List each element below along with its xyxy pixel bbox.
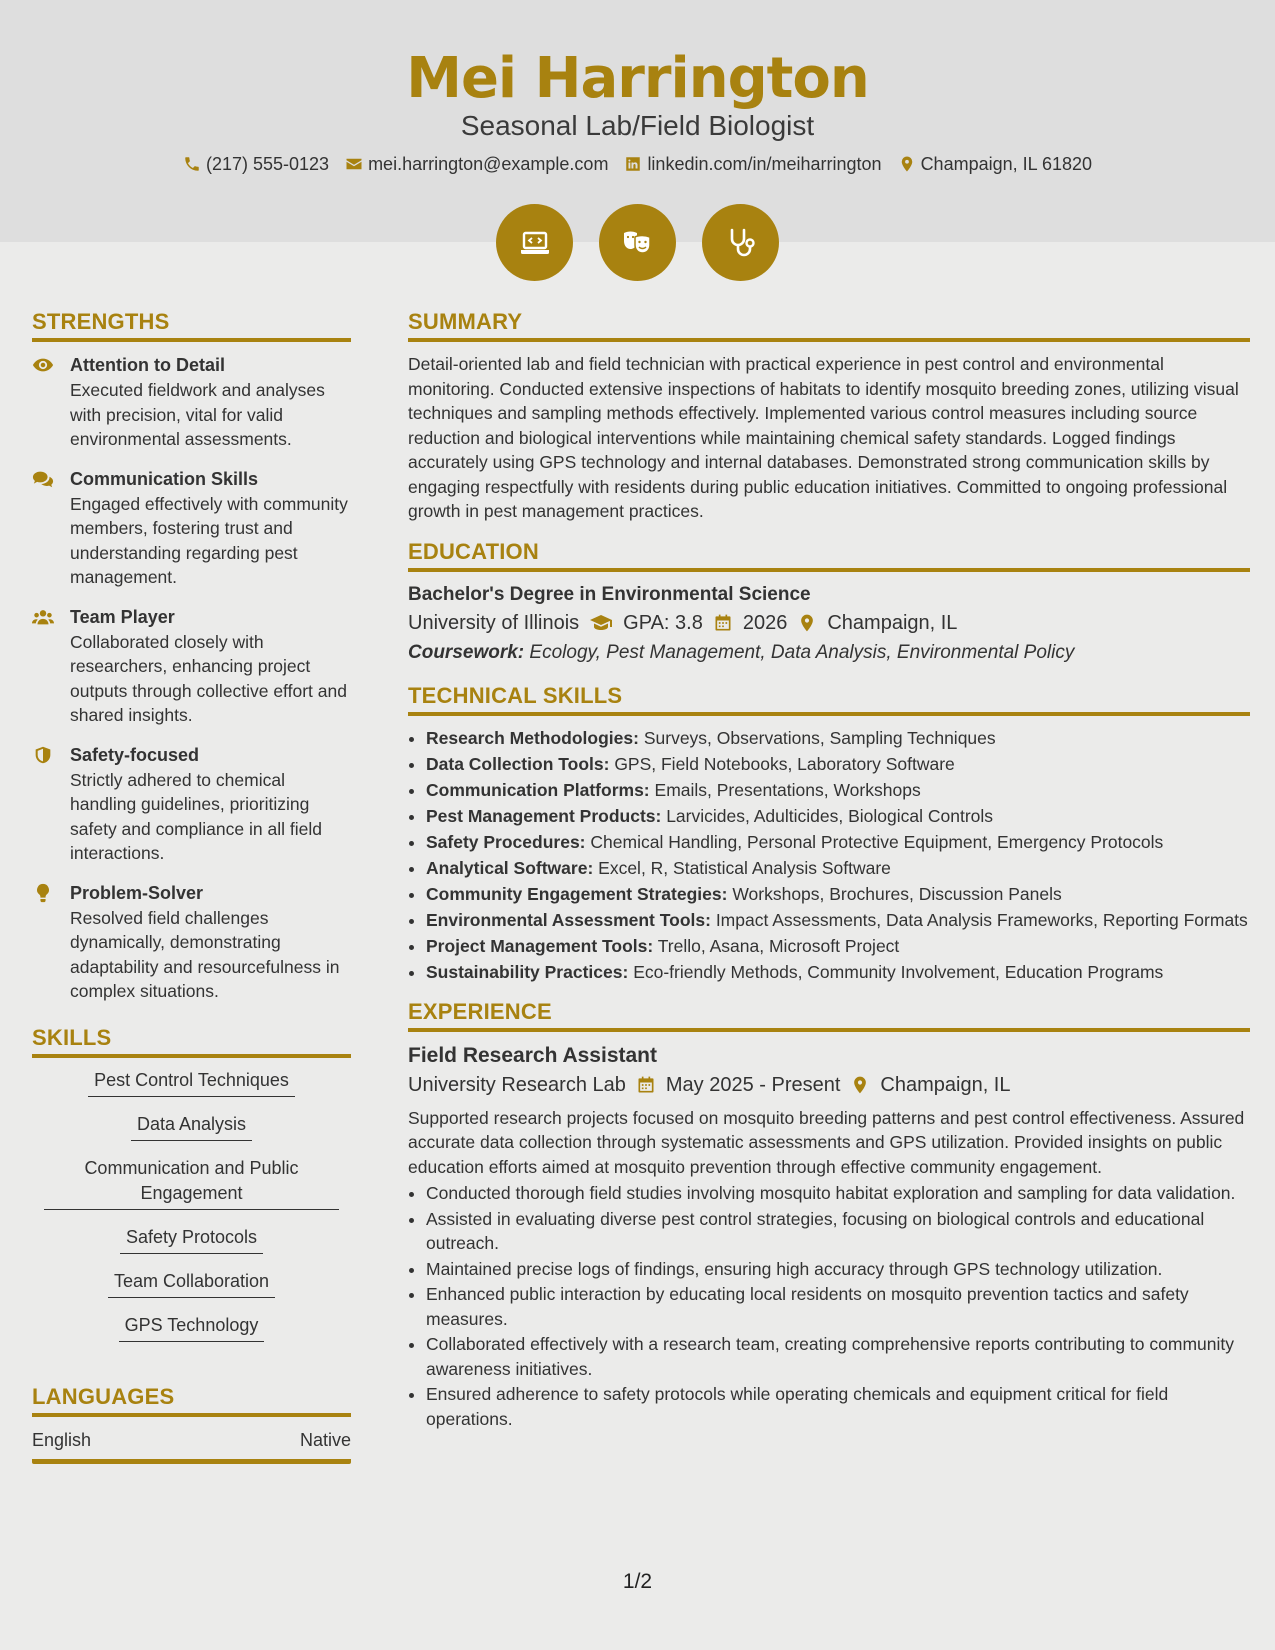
tech-skill-value: Excel, R, Statistical Analysis Software xyxy=(598,857,891,878)
users-icon xyxy=(32,607,54,627)
strength-desc: Resolved field challenges dynamically, demonstrating adaptability and resourcefulness in complex situations. xyxy=(70,907,340,1001)
contact-linkedin[interactable] xyxy=(624,154,881,175)
list-item xyxy=(426,778,1250,802)
education-meta xyxy=(408,608,1250,638)
list-item: • Conducted thorough field studies involving mosquito habitat exploration and sampling for data validation. xyxy=(426,1181,1250,1206)
strengths-heading: STRENGTHS xyxy=(32,308,351,342)
list-item: • Ensured adherence to safety protocols while operating chemicals and equipment critical for field operations. xyxy=(426,1382,1250,1431)
strength-item xyxy=(32,742,351,866)
job-meta xyxy=(408,1070,1250,1100)
list-item: • Collaborated effectively with a research team, creating comprehensive reports contributing to community awareness initiatives. xyxy=(426,1332,1250,1381)
tech-skill-label: Safety Procedures: xyxy=(426,831,586,852)
tech-skill-value: Chemical Handling, Personal Protective Equipment, Emergency Protocols xyxy=(590,831,1164,852)
tech-skill-value: Eco-friendly Methods, Community Involvement, Education Programs xyxy=(633,961,1164,982)
strength-desc: Collaborated closely with researchers, enhancing project outputs through collective effort and shared insights. xyxy=(70,631,347,725)
right-column xyxy=(408,308,1250,1432)
list-item xyxy=(426,882,1250,906)
degree-title: Bachelor's Degree in Environmental Science xyxy=(408,583,811,605)
interest-badges xyxy=(0,204,1275,280)
skill-tag: Data Analysis xyxy=(131,1112,252,1141)
comments-icon xyxy=(32,469,54,489)
location-pin-icon xyxy=(898,155,916,173)
list-item: • Maintained precise logs of findings, ensuring high accuracy through GPS technology utilization. xyxy=(426,1257,1250,1282)
strength-title: Communication Skills xyxy=(70,468,259,489)
coursework xyxy=(408,638,1250,668)
skill-tag: Team Collaboration xyxy=(108,1269,275,1298)
phone-icon xyxy=(183,155,201,173)
language-name: English xyxy=(32,1429,92,1450)
skill-tag: GPS Technology xyxy=(119,1313,265,1342)
tech-skill-value: Workshops, Brochures, Discussion Panels xyxy=(732,883,1062,904)
job-dates: May 2025 - Present xyxy=(665,1073,841,1096)
job-bullets xyxy=(408,1181,1250,1431)
tech-skill-value: Surveys, Observations, Sampling Techniques xyxy=(643,727,996,748)
tech-skill-value: Emails, Presentations, Workshops xyxy=(654,779,921,800)
tech-skill-label: Research Methodologies: xyxy=(426,727,639,748)
languages-heading: LANGUAGES xyxy=(32,1383,351,1417)
list-item: • Enhanced public interaction by educating local residents on mosquito prevention tactics and safety measures. xyxy=(426,1282,1250,1331)
list-item: • Assisted in evaluating diverse pest control strategies, focusing on biological controls and educational outreach. xyxy=(426,1207,1250,1256)
candidate-role: Seasonal Lab/Field Biologist xyxy=(460,110,815,141)
graduation-cap-icon xyxy=(589,611,613,635)
job-description: Supported research projects focused on mosquito breeding patterns and pest control effectiveness. Assured accurate data collection through systematic assessments and GPS utilization. Provided insights on public education efforts aimed at mosquito prevention through effective community engagement. xyxy=(408,1107,1245,1177)
graduation-year: 2026 xyxy=(742,611,788,634)
list-item xyxy=(426,856,1250,880)
tech-skill-label: Data Collection Tools: xyxy=(426,753,610,774)
linkedin-icon xyxy=(624,155,642,173)
skill-tag: Pest Control Techniques xyxy=(88,1068,295,1097)
strength-item xyxy=(32,880,351,1004)
lightbulb-icon xyxy=(32,883,54,903)
contact-email[interactable] xyxy=(345,154,608,175)
education-heading: EDUCATION xyxy=(408,538,1250,572)
page-number: 1/2 xyxy=(622,1570,653,1593)
strength-item xyxy=(32,604,351,728)
strength-desc: Executed fieldwork and analyses with precision, vital for valid environmental assessments. xyxy=(70,380,325,449)
education-location: Champaign, IL xyxy=(827,611,958,634)
badge-stethoscope xyxy=(702,204,779,281)
language-row xyxy=(32,1427,351,1464)
envelope-icon xyxy=(345,155,363,173)
coursework-label: Coursework: xyxy=(408,641,525,663)
strength-title: Attention to Detail xyxy=(70,355,225,375)
laptop-code-icon xyxy=(517,225,553,261)
experience-heading: EXPERIENCE xyxy=(408,998,1250,1032)
contact-linkedin-text: linkedin.com/in/meiharrington xyxy=(647,153,882,174)
contact-email-text: mei.harrington@example.com xyxy=(368,153,609,174)
contact-row xyxy=(0,151,1275,177)
tech-skill-value: Larvicides, Adulticides, Biological Controls xyxy=(666,805,994,826)
tech-skill-label: Analytical Software: xyxy=(426,857,594,878)
skill-tag: Communication and Public Engagement xyxy=(44,1156,339,1210)
list-item xyxy=(426,752,1250,776)
coursework-list: Ecology, Pest Management, Data Analysis, Environmental Policy xyxy=(529,641,1075,663)
strength-title: Problem-Solver xyxy=(70,882,204,903)
tech-skill-label: Pest Management Products: xyxy=(426,805,662,826)
badge-masks xyxy=(599,204,676,281)
skills-heading: SKILLS xyxy=(32,1024,351,1058)
summary-heading: SUMMARY xyxy=(408,308,1250,342)
candidate-name: Mei Harrington xyxy=(406,46,869,111)
tech-skill-label: Community Engagement Strategies: xyxy=(426,883,728,904)
skills-list xyxy=(32,1068,351,1357)
list-item xyxy=(426,908,1250,932)
strength-title: Safety-focused xyxy=(70,744,200,765)
strength-title: Team Player xyxy=(70,606,175,627)
job-location: Champaign, IL xyxy=(880,1073,1011,1096)
list-item xyxy=(426,804,1250,828)
list-item xyxy=(426,830,1250,854)
list-item xyxy=(426,934,1250,958)
strength-item xyxy=(32,352,351,452)
contact-phone[interactable] xyxy=(183,154,329,175)
tech-skill-label: Communication Platforms: xyxy=(426,779,650,800)
shield-icon xyxy=(32,745,54,765)
job-org: University Research Lab xyxy=(408,1073,626,1096)
theater-masks-icon xyxy=(620,225,656,261)
location-pin-icon xyxy=(797,613,817,633)
gpa: GPA: 3.8 xyxy=(623,611,703,634)
list-item xyxy=(426,960,1250,984)
eye-icon xyxy=(32,355,54,375)
stethoscope-icon xyxy=(723,225,759,261)
skill-tag: Safety Protocols xyxy=(120,1225,263,1254)
tech-skill-value: GPS, Field Notebooks, Laboratory Software xyxy=(614,753,955,774)
calendar-icon xyxy=(713,613,733,633)
tech-skill-label: Environmental Assessment Tools: xyxy=(426,909,711,930)
contact-location xyxy=(898,154,1092,175)
technical-skills-heading: TECHNICAL SKILLS xyxy=(408,682,1250,716)
left-column xyxy=(32,308,351,1464)
list-item xyxy=(426,726,1250,750)
strength-item xyxy=(32,466,351,590)
job-title: Field Research Assistant xyxy=(408,1043,657,1067)
location-pin-icon xyxy=(850,1075,870,1095)
summary-text: Detail-oriented lab and field technician with practical experience in pest control and environmental monitoring. Conducted extensive inspections of habitats to identify mosquito breeding zones, utilizing visual techniques and sampling methods effectively. Implemented various control measures including source reduction and biological interventions while maintaining chemical safety standards. Logged findings accurately using GPS technology and internal databases. Demonstrated strong communication skills by engaging respectfully with residents during public education initiatives. Committed to ongoing professional growth in pest management practices. xyxy=(408,354,1239,521)
strength-desc: Strictly adhered to chemical handling guidelines, prioritizing safety and compliance in all field interactions. xyxy=(70,769,322,863)
tech-skill-value: Impact Assessments, Data Analysis Frameworks, Reporting Formats xyxy=(715,909,1248,930)
strength-desc: Engaged effectively with community members, fostering trust and understanding regarding pest management. xyxy=(70,493,348,587)
contact-location-text: Champaign, IL 61820 xyxy=(920,153,1093,174)
calendar-icon xyxy=(636,1075,656,1095)
school-name: University of Illinois xyxy=(408,611,580,634)
tech-skill-value: Trello, Asana, Microsoft Project xyxy=(657,935,900,956)
technical-skills-list xyxy=(408,726,1250,984)
badge-laptop xyxy=(496,204,573,281)
language-level: Native xyxy=(299,1429,351,1450)
tech-skill-label: Sustainability Practices: xyxy=(426,961,629,982)
tech-skill-label: Project Management Tools: xyxy=(426,935,654,956)
contact-phone-text: (217) 555-0123 xyxy=(205,153,330,174)
